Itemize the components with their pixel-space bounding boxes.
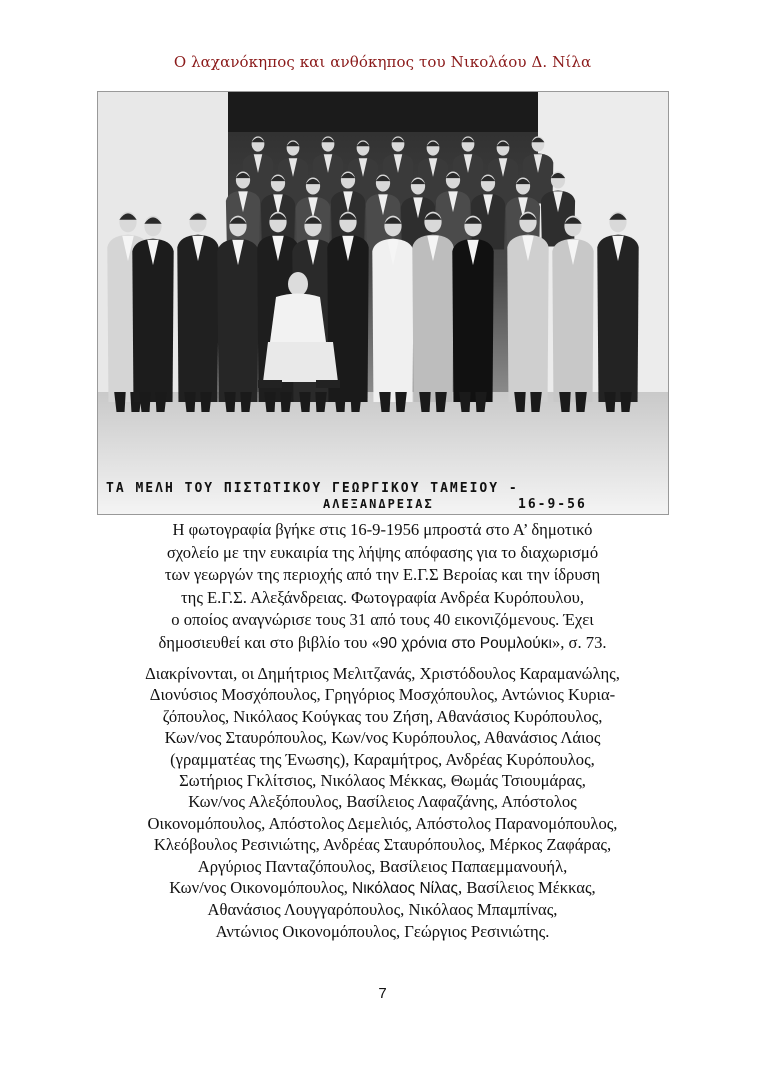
- caption-text: δημοσιευθεί και στο βιβλίο του «: [158, 632, 380, 652]
- names-line: Κλεόβουλος Ρεσινιώτης, Ανδρέας Σταυρόπουλος, Μέρκος Ζαφάρας,: [153, 835, 612, 855]
- names-line: Αθανάσιος Λουγγαρόπουλος, Νικόλαος Μπαμπίνας,: [207, 900, 558, 920]
- person-figure: [132, 216, 173, 412]
- names-line: Αντώνιος Οικονομόπουλος, Γεώργιος Ρεσινιώτης.: [215, 921, 550, 941]
- person-figure: [552, 216, 593, 412]
- caption-line: ο οποίος αναγνώρισε τους 31 από τους 40 εικονιζόμενους. Έχει: [171, 610, 594, 630]
- book-title: 90 χρόνια στο Ρουμλούκι: [379, 634, 552, 652]
- names-text: , Βασίλειος Μέκκας,: [458, 878, 596, 898]
- names-line: ζόπουλος, Νικόλαος Κούγκας του Ζήση, Αθανάσιος Κυρόπουλος,: [162, 706, 603, 726]
- person-figure: [177, 212, 218, 412]
- handwritten-inscription-line1: ΤΑ ΜΕΛΗ ΤΟΥ ΠΙΣΤΩΤΙΚΟΥ ΓΕΩΡΓΙΚΟΥ ΤΑΜΕΙΟΥ -: [106, 481, 519, 496]
- names-line: Κων/νος Αλεξόπουλος, Βασίλειος Λαφαζάνης, Απόστολος: [188, 792, 577, 812]
- group-photograph: [97, 91, 669, 515]
- names-line: Διονύσιος Μοσχόπουλος, Γρηγόριος Μοσχόπουλος, Αντώνιος Κυρια-: [149, 685, 616, 705]
- person-figure: [507, 212, 548, 412]
- caption-line: [100, 632, 665, 656]
- names-paragraph: [92, 663, 673, 942]
- caption-line: της Ε.Γ.Σ. Αλεξάνδρειας. Φωτογραφία Ανδρέα Κυρόπουλου,: [180, 587, 585, 607]
- caption-line: Η φωτογραφία βγήκε στις 16-9-1956 μπροστά στο Α’ δημοτικό: [172, 520, 593, 539]
- person-figure: [412, 212, 453, 412]
- person-figure: [372, 216, 413, 412]
- highlighted-name: Νικόλαος Νίλας: [352, 880, 459, 898]
- names-line: Κων/νος Σταυρόπουλος, Κων/νος Κυρόπουλος, Αθανάσιος Λάιος: [164, 728, 601, 748]
- names-line: (γραμματέας της Ένωσης), Καραμήτρος, Ανδρέας Κυρόπουλος,: [170, 749, 595, 769]
- caption-text: », σ. 73.: [551, 632, 607, 652]
- names-line: Αργύριος Πανταζόπουλος, Βασίλειος Παπαεμμανουήλ,: [197, 856, 568, 876]
- handwritten-date: 16-9-56: [518, 497, 587, 512]
- names-line: Διακρίνονται, οι Δημήτριος Μελιτζανάς, Χριστόδουλος Καραμανώλης,: [145, 664, 620, 683]
- caption-line: σχολείο με την ευκαιρία της λήψης απόφασης για το διαχωρισμό: [166, 542, 599, 562]
- person-figure: [597, 212, 638, 412]
- running-title: Ο λαχανόκηπος και ανθόκηπος του Νικολάου Δ. Νίλα: [173, 53, 592, 71]
- names-line: Σωτήριος Γκλίτσιος, Νικόλαος Μέκκας, Θωμάς Τσιουμάρας,: [179, 771, 586, 791]
- page-number: 7: [378, 985, 387, 1002]
- person-figure: [452, 216, 493, 412]
- person-figure: [217, 216, 258, 412]
- names-line: Οικονομόπουλος, Απόστολος Δεμελιός, Απόστολος Παρανομόπουλος,: [147, 813, 618, 833]
- group-photograph-image: [98, 92, 668, 514]
- photo-caption: [100, 519, 665, 656]
- names-text: Κων/νος Οικονομόπουλος,: [169, 878, 353, 898]
- handwritten-inscription-line2: ΑΛΕΞΑΝΔΡΕΙΑΣ: [323, 497, 434, 511]
- caption-line: των γεωργών της περιοχής από την Ε.Γ.Σ Βεροίας και την ίδρυση: [164, 565, 601, 585]
- names-line: [92, 877, 673, 899]
